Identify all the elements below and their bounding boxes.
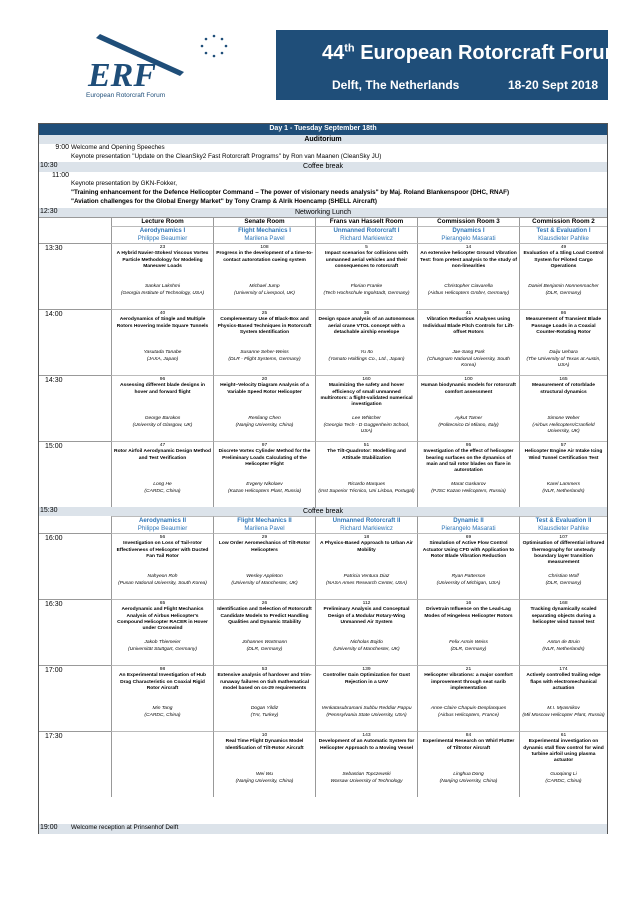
paper-number: 57 xyxy=(560,443,567,448)
paper-author: Venkatasubramani Subbu Reddiar Pappu xyxy=(321,706,412,712)
paper-title: Low Order Aeromechanics of Tilt-Rotor Helicopters xyxy=(218,541,311,553)
session-title: Aerodynamics II xyxy=(138,517,187,524)
paper-author: Wesley Appleton xyxy=(246,574,283,580)
paper-entry xyxy=(519,243,607,309)
paper-number: 95 xyxy=(465,443,472,448)
paper-entry xyxy=(111,731,213,797)
schedule-table xyxy=(38,123,608,834)
keynote-2: Keynote presentation by GKN-Fokker, xyxy=(71,180,178,187)
erf-logo xyxy=(38,30,276,100)
paper-author: Evgeny Nikolaev xyxy=(246,482,283,488)
paper-affiliation: Warsaw University of Technology xyxy=(330,778,403,784)
paper-affiliation: (Chungnam National University, South Korea) xyxy=(427,356,510,368)
paper-entry xyxy=(213,441,315,507)
paper-affiliation: (University of Manchester, UK) xyxy=(333,646,400,652)
paper-number: 21 xyxy=(465,667,472,672)
paper-title: Actively controlled trailing edge flaps with electromechanical actuation xyxy=(526,673,601,691)
coffee-break-1: Coffee break xyxy=(303,163,343,170)
paper-title: Real Time Flight Dynamics Model Identification of Tilt-Rotor Aircraft xyxy=(225,739,304,751)
paper-entry xyxy=(417,441,519,507)
paper-number: 36 xyxy=(363,311,370,316)
paper-affiliation: (Nanjing University, China) xyxy=(439,778,498,784)
paper-number: 139 xyxy=(362,667,371,672)
paper-affiliation: (Kazan Helicopters Plant, Russia) xyxy=(227,488,302,494)
paper-author: Yu Ito xyxy=(360,350,373,356)
paper-affiliation: (DLR - Flight Systems, Germany) xyxy=(228,356,301,362)
paper-author: Daniel Benjamin Nonnenmacher xyxy=(528,284,599,290)
paper-author: Long He xyxy=(153,482,172,488)
paper-entry xyxy=(213,599,315,665)
keynote-3: "Aviation challenges for the Global Energy Market" by Tony Cramp & Alrik Hoencamp (SHELL Aircraft) xyxy=(71,198,377,205)
paper-affiliation: (Politecnico Di Milano, Italy) xyxy=(438,422,499,428)
room-header: Senate Room xyxy=(213,217,315,226)
paper-entry xyxy=(519,665,607,731)
paper-affiliation: (Airbus Helicopters GmbH, Germany) xyxy=(427,290,510,296)
session-header xyxy=(519,516,607,533)
paper-number: 174 xyxy=(559,667,568,672)
forum-dates: 18-20 Sept 2018 xyxy=(507,78,598,92)
paper-affiliation: (Mil Moscow Helicopter Plant, Russia) xyxy=(522,712,605,718)
paper-number: 108 xyxy=(260,245,269,250)
paper-author: Linghua Dong xyxy=(453,772,484,778)
paper-affiliation: (DLR, Germany) xyxy=(450,646,487,652)
paper-number: 107 xyxy=(559,535,568,540)
session-chair: Philippe Beaumier xyxy=(137,524,188,532)
paper-number: 20 xyxy=(261,377,268,382)
paper-title: Aerodynamic and Flight Mechanics Analysis of Airbus Helicopter's Compound Helicopter RACER in Hover under Crosswind xyxy=(117,607,208,632)
room-header: Lecture Room xyxy=(111,217,213,226)
paper-number: 47 xyxy=(159,443,166,448)
paper-title: Helicopter vibrations: a major comfort improvement through seat sarib implementation xyxy=(424,673,513,691)
session-chair: Klausdieter Pahlke xyxy=(538,234,589,242)
auditorium-header: Auditorium xyxy=(39,135,607,144)
paper-author: George Barakos xyxy=(144,416,181,422)
session-title: Dynamics I xyxy=(452,227,485,234)
paper-affiliation: (Inst Superior Técnico, Uni Lisboa, Portugal) xyxy=(318,488,415,494)
session-chair: Marilena Pavel xyxy=(244,234,285,242)
paper-entry xyxy=(519,441,607,507)
paper-entry xyxy=(213,375,315,441)
paper-number: 96 xyxy=(159,377,166,382)
paper-affiliation: (Universität Stuttgart, Germany) xyxy=(127,646,198,652)
paper-title: Rotor Airfoil Aerodynamic Design Method and Test Verification xyxy=(114,449,211,461)
paper-title: A Physics-Based Approach to Urban Air Mobility xyxy=(320,541,413,553)
session-chair: Pierangelo Masarati xyxy=(441,234,496,242)
time-slot: 16:30 xyxy=(45,601,63,608)
paper-author: M.I. Myasnikov xyxy=(547,706,580,712)
paper-title: Measurement of rotorblade structural dynamics xyxy=(531,383,596,395)
paper-affiliation: (TAI, Turkey) xyxy=(250,712,279,718)
paper-affiliation: (Nanjing University, China) xyxy=(235,422,294,428)
paper-title: An Experimental Investigation of Hub Drag Characteristic on Coaxial Rigid Rotor Aircraft xyxy=(119,673,206,691)
paper-number: 168 xyxy=(559,601,568,606)
paper-number: 97 xyxy=(261,443,268,448)
paper-entry xyxy=(519,731,607,797)
session-chair: Klausdieter Pahlke xyxy=(538,524,589,532)
paper-affiliation: (DLR, Germany) xyxy=(545,290,582,296)
room-header: Commission Room 2 xyxy=(519,217,607,226)
forum-banner xyxy=(276,30,623,100)
paper-author: Michael Jump xyxy=(249,284,280,290)
paper-title: Maximizing the safety and hover efficiency of small unmanned multirotors: a flight-validated numerical investigation xyxy=(320,383,413,408)
paper-author: Anne-Claire Chapuis-Desplanques xyxy=(430,706,507,712)
forum-city: Delft, The Netherlands xyxy=(332,78,460,92)
paper-title: Assessing different blade designs in hover and forward flight xyxy=(119,383,206,395)
paper-title: Vibration Reduction Analyses using Individual Blade Pitch Controls for Lift-offset Rotors xyxy=(423,317,514,335)
session-title: Flight Mechanics II xyxy=(237,517,292,524)
paper-author: Jae-Sang Park xyxy=(452,350,485,356)
reception-text: Welcome reception at Prinsenhof Delft xyxy=(69,824,607,834)
time-slot: 17:30 xyxy=(45,733,63,740)
paper-title: Identification and Selection of Rotorcraft Candidate Models to Predict Handling Qualities and Dynamic Stability xyxy=(217,607,312,625)
paper-affiliation: (Airbus Helicopters/Cranfield University, UK) xyxy=(532,422,595,434)
session-title: Test & Evaluation I xyxy=(536,227,591,234)
paper-number: 53 xyxy=(261,667,268,672)
paper-title: An extensive helicopter Ground Vibration Test: from pretest analysis to the study of non-linearities xyxy=(420,251,517,269)
paper-author: Anton de Bruin xyxy=(547,640,580,646)
paper-author: Sebastian Topczewski xyxy=(342,772,391,778)
paper-author: Wei Wu xyxy=(255,772,274,778)
keynote-1: Keynote presentation "Update on the CleanSky2 Fast Rotorcraft Programs" by Ron van Maanen (CleanSky JU) xyxy=(71,153,382,160)
paper-title: Human biodynamic models for rotorcraft comfort assessment xyxy=(421,383,516,395)
paper-affiliation: (University of Liverpool, UK) xyxy=(234,290,295,296)
paper-number: 14 xyxy=(465,245,472,250)
paper-number: 40 xyxy=(159,311,166,316)
paper-entry xyxy=(111,375,213,441)
paper-affiliation: (CARDC, China) xyxy=(144,488,181,494)
paper-author: Marat Gaskarov xyxy=(451,482,486,488)
paper-title: Design space analysis of an autonomous aerial crane VTOL concept with a detachable airship envelope xyxy=(318,317,415,335)
paper-affiliation: (NLR, Netherlands) xyxy=(542,646,585,652)
paper-number: 65 xyxy=(159,601,166,606)
paper-number: 56 xyxy=(159,535,166,540)
paper-entry xyxy=(315,375,417,441)
paper-title: Discrete Vortex Cylinder Method for the Preliminary Loads Calculating of the Helicopter Flight xyxy=(218,449,311,467)
paper-number: 86 xyxy=(560,311,567,316)
paper-entry xyxy=(111,309,213,375)
time-label: 15:30 xyxy=(39,507,607,516)
session-header xyxy=(417,226,519,243)
paper-title: Investigation of the effect of helicopter bearing surfaces on the dynamics of main and tail rotor blades on flare in autorotation xyxy=(423,449,514,474)
paper-entry xyxy=(111,533,213,599)
paper-title: Extensive analysis of hardover and trim-runaway failures on tiuh mathematical model based on cs-29 requirements xyxy=(217,673,312,691)
session-header xyxy=(111,226,213,243)
paper-entry xyxy=(417,375,519,441)
lunch-break: Networking Lunch xyxy=(294,209,352,216)
session-header xyxy=(213,516,315,533)
welcome-text: Welcome and Opening Speeches xyxy=(71,144,165,151)
paper-affiliation: (Pennsylvania State University, USA) xyxy=(326,712,407,718)
paper-entry xyxy=(111,665,213,731)
paper-entry xyxy=(213,665,315,731)
paper-author: Daiju Uehara xyxy=(549,350,578,356)
paper-entry xyxy=(111,441,213,507)
paper-author: Guoqiang Li xyxy=(550,772,577,778)
paper-entry xyxy=(213,243,315,309)
paper-entry xyxy=(315,599,417,665)
time-label: 11:00 xyxy=(52,172,69,179)
time-label: 9:00 xyxy=(55,144,69,151)
room-header: Commission Room 3 xyxy=(417,217,519,226)
paper-affiliation: (CARDC, China) xyxy=(545,778,582,784)
paper-entry xyxy=(519,599,607,665)
paper-author: Susanne Seher-Weiss xyxy=(240,350,289,356)
paper-entry xyxy=(111,243,213,309)
paper-entry xyxy=(417,731,519,797)
time-slot: 16:00 xyxy=(45,535,63,542)
paper-number: 26 xyxy=(261,601,268,606)
paper-affiliation: (Georgia Tech - D Guggenheim School, USA) xyxy=(323,422,410,434)
time-slot: 15:00 xyxy=(45,443,63,450)
time-label: 19:00 xyxy=(39,824,99,834)
paper-author: Jakob Thiemeier xyxy=(144,640,181,646)
paper-number: 165 xyxy=(559,377,568,382)
session-header xyxy=(519,226,607,243)
paper-affiliation: (University of Glasgow, UK) xyxy=(132,422,193,428)
paper-number: 51 xyxy=(363,443,370,448)
paper-title: Preliminary Analysis and Conceptual Design of a Modular Rotary-Wing Unmanned Air System xyxy=(323,607,410,625)
paper-title: Evaluation of a Sling Load Control System for Piloted Cargo Operations xyxy=(523,251,604,269)
time-label: 12:30 xyxy=(39,208,607,217)
session-header xyxy=(213,226,315,243)
paper-entry xyxy=(315,665,417,731)
paper-author: Ricardo Marques xyxy=(347,482,386,488)
paper-affiliation: (University of Manchester, UK) xyxy=(231,580,298,586)
paper-title: Measurement of Transient Blade Passage Loads in a Coaxial Counter-Rotating Rotor xyxy=(525,317,602,335)
paper-number: 84 xyxy=(465,733,472,738)
session-chair: Richard Markiewicz xyxy=(340,524,393,532)
paper-author: Karel Lammers xyxy=(546,482,581,488)
paper-entry xyxy=(315,533,417,599)
session-title: Aerodynamics I xyxy=(139,227,186,234)
paper-author: Aykut Tamer xyxy=(454,416,483,422)
paper-title: Experimental investigation on dynamic stall flow control for wind turbine airfoil using plasma actuator xyxy=(523,739,604,764)
paper-number: 98 xyxy=(159,667,166,672)
paper-author: Lee Whitcher xyxy=(352,416,381,422)
paper-affiliation: (JAXA, Japan) xyxy=(146,356,179,362)
paper-number: 5 xyxy=(365,245,368,250)
session-chair: Philippe Beaumier xyxy=(137,234,188,242)
paper-number: 23 xyxy=(159,245,166,250)
paper-affiliation: (Tech Hochschule Ingolstadt, Germany) xyxy=(323,290,410,296)
logo-letters: ERF xyxy=(88,57,157,94)
paper-number: 100 xyxy=(464,377,473,382)
paper-title: Complementary Use of Black-Box and Physics-Based Techniques in Rotorcraft System Identification xyxy=(217,317,312,335)
paper-title: Experimental Research on Whirl Flutter of Tiltrotor Aircraft xyxy=(422,739,515,751)
paper-title: Controller Gain Optimization for Gust Rejection in a UAV xyxy=(323,673,410,685)
paper-affiliation: (PJSC Kazan Helicopters, Russia) xyxy=(431,488,506,494)
paper-entry xyxy=(315,243,417,309)
day-header: Day 1 - Tuesday September 18th xyxy=(39,124,607,135)
paper-number: 25 xyxy=(261,311,268,316)
paper-number: 10 xyxy=(261,733,268,738)
session-title: Test & Evaluation II xyxy=(535,517,592,524)
paper-entry xyxy=(213,731,315,797)
room-header: Frans van Hasselt Room xyxy=(315,217,417,226)
paper-title: Investigation on Loss of Tail-rotor Effectiveness of Helicopter with Ducted Fan Tail Rotor xyxy=(116,541,209,559)
paper-number: 29 xyxy=(261,535,268,540)
time-label: 10:30 xyxy=(39,162,607,172)
paper-author: Renliang Chen xyxy=(248,416,281,422)
paper-entry xyxy=(417,665,519,731)
session-header xyxy=(111,516,213,533)
session-title: Dynamic II xyxy=(453,517,484,524)
paper-title: A Hybrid Navier-Stokes/ Viscous Vortex Particle Methodology for Modeling Maneuver Loads xyxy=(116,251,209,269)
header xyxy=(38,30,623,100)
paper-title xyxy=(114,733,211,764)
paper-affiliation: (Yamato Holdings Co., Ltd., Japan) xyxy=(328,356,405,362)
session-title: Flight Mechanics I xyxy=(238,227,291,234)
paper-title: Height–Velocity Diagram Analysis of a Variable Speed Rotor Helicopter xyxy=(220,383,309,395)
logo-subtitle: European Rotorcraft Forum xyxy=(86,92,166,99)
session-header xyxy=(315,226,417,243)
paper-entry xyxy=(213,309,315,375)
paper-author: Min Tang xyxy=(152,706,173,712)
paper-entry xyxy=(315,441,417,507)
time-slot: 17:00 xyxy=(45,667,63,674)
paper-affiliation: (NASA Ames Research Center, USA) xyxy=(326,580,407,586)
paper-number: 16 xyxy=(465,601,472,606)
paper-author: Nicholas Bojdo xyxy=(350,640,383,646)
erf-logo-graphic xyxy=(38,30,276,100)
forum-title: 44th European Rotorcraft Forum xyxy=(322,42,623,64)
coffee-break-2: Coffee break xyxy=(303,508,343,515)
paper-affiliation: (CARDC, China) xyxy=(144,712,181,718)
session-chair: Richard Markiewicz xyxy=(340,234,393,242)
paper-number: 143 xyxy=(362,733,371,738)
paper-number: 41 xyxy=(465,311,472,316)
paper-number: 61 xyxy=(560,733,567,738)
paper-number: 69 xyxy=(465,535,472,540)
paper-entry xyxy=(213,533,315,599)
paper-title: The Tilt-Quadrotor: Modelling and Attitude Stabilization xyxy=(327,449,406,461)
paper-title: Drivetrain Influence on the Lead-Lag Modes of Hingeless Helicopter Rotors xyxy=(424,607,513,619)
paper-number: 18 xyxy=(363,535,370,540)
time-slot: 13:30 xyxy=(45,245,63,252)
keynote-2: "Training enhancement for the Defence Helicopter Command – The power of visionary needs analysis" by Maj. Roland Blankenspoor (DHC, RNAF) xyxy=(71,189,510,196)
paper-affiliation: (DLR, Germany) xyxy=(545,580,582,586)
paper-author: Christopher Ciavarella xyxy=(444,284,493,290)
paper-author: Ryan Patterson xyxy=(451,574,486,580)
paper-author: Patricia Ventura Diaz xyxy=(343,574,390,580)
paper-title: Impact scenarios for collisions with unmanned aerial vehicles and their consequences to rotorcraft xyxy=(325,251,408,269)
session-title: Unmanned Rotorcraft I xyxy=(333,227,400,234)
paper-title: Simulation of Active Flow Control Actuator Using CFD with Application to Rotor Blade Vibration Reduction xyxy=(422,541,515,559)
paper-author: Nahyeon Roh xyxy=(147,574,178,580)
session-header xyxy=(315,516,417,533)
paper-number: 112 xyxy=(362,601,371,606)
paper-author: Felix Armin Weiss xyxy=(449,640,488,646)
paper-affiliation: (Pusan National University, South Korea) xyxy=(118,580,207,586)
paper-affiliation: (Nanjing University, China) xyxy=(235,778,294,784)
paper-entry xyxy=(519,533,607,599)
paper-author: Simone Weber xyxy=(547,416,580,422)
time-slot: 14:00 xyxy=(45,311,63,318)
session-header xyxy=(417,516,519,533)
paper-entry xyxy=(417,533,519,599)
session-title: Unmanned Rotorcraft II xyxy=(332,517,401,524)
paper-number: 160 xyxy=(362,377,371,382)
paper-title: Tracking dynamically scaled separating objects during a helicopter wind tunnel test xyxy=(530,607,597,625)
paper-title: Progress in the development of a time-to-contact autorotation cueing system xyxy=(216,251,313,263)
paper-entry xyxy=(417,243,519,309)
paper-affiliation: (NLR, Netherlands) xyxy=(542,488,585,494)
paper-entry xyxy=(111,599,213,665)
paper-title: Development of an Automatic System for Helicopter Approach to a Moving Vessel xyxy=(318,739,415,751)
paper-entry xyxy=(519,309,607,375)
paper-number: 49 xyxy=(560,245,567,250)
paper-author: Dogan Yildiz xyxy=(250,706,279,712)
session-chair: Pierangelo Masarati xyxy=(441,524,496,532)
paper-author: Johannes Wartmann xyxy=(241,640,288,646)
paper-title: Helicopter Engine Air Intake Icing Wind Tunnel Certification Test xyxy=(524,449,603,461)
paper-author: Florian Franke xyxy=(350,284,383,290)
paper-affiliation: (The University of Texas at Austin, USA) xyxy=(526,356,601,368)
paper-entry xyxy=(417,599,519,665)
paper-affiliation: (DLR, Germany) xyxy=(246,646,283,652)
paper-entry xyxy=(417,309,519,375)
paper-affiliation: (Airbus Helicopters, France) xyxy=(438,712,499,718)
paper-affiliation: (Georgia Institute of Technology, USA) xyxy=(120,290,205,296)
paper-entry xyxy=(315,731,417,797)
paper-affiliation: (University of Michigan, USA) xyxy=(436,580,501,586)
paper-entry xyxy=(519,375,607,441)
paper-author: Sankar Lakshmi xyxy=(144,284,181,290)
paper-author: Christian Wolf xyxy=(548,574,579,580)
paper-entry xyxy=(315,309,417,375)
paper-author: Yasutada Tanabe xyxy=(143,350,182,356)
paper-title: Aerodynamics of Single and Multiple Rotors Hovering Inside Square Tunnels xyxy=(116,317,209,329)
paper-title: Optimisation of differential infrared thermography for unsteady boundary layer transition measurement xyxy=(522,541,605,566)
session-chair: Marilena Pavel xyxy=(244,524,285,532)
time-slot: 14:30 xyxy=(45,377,63,384)
